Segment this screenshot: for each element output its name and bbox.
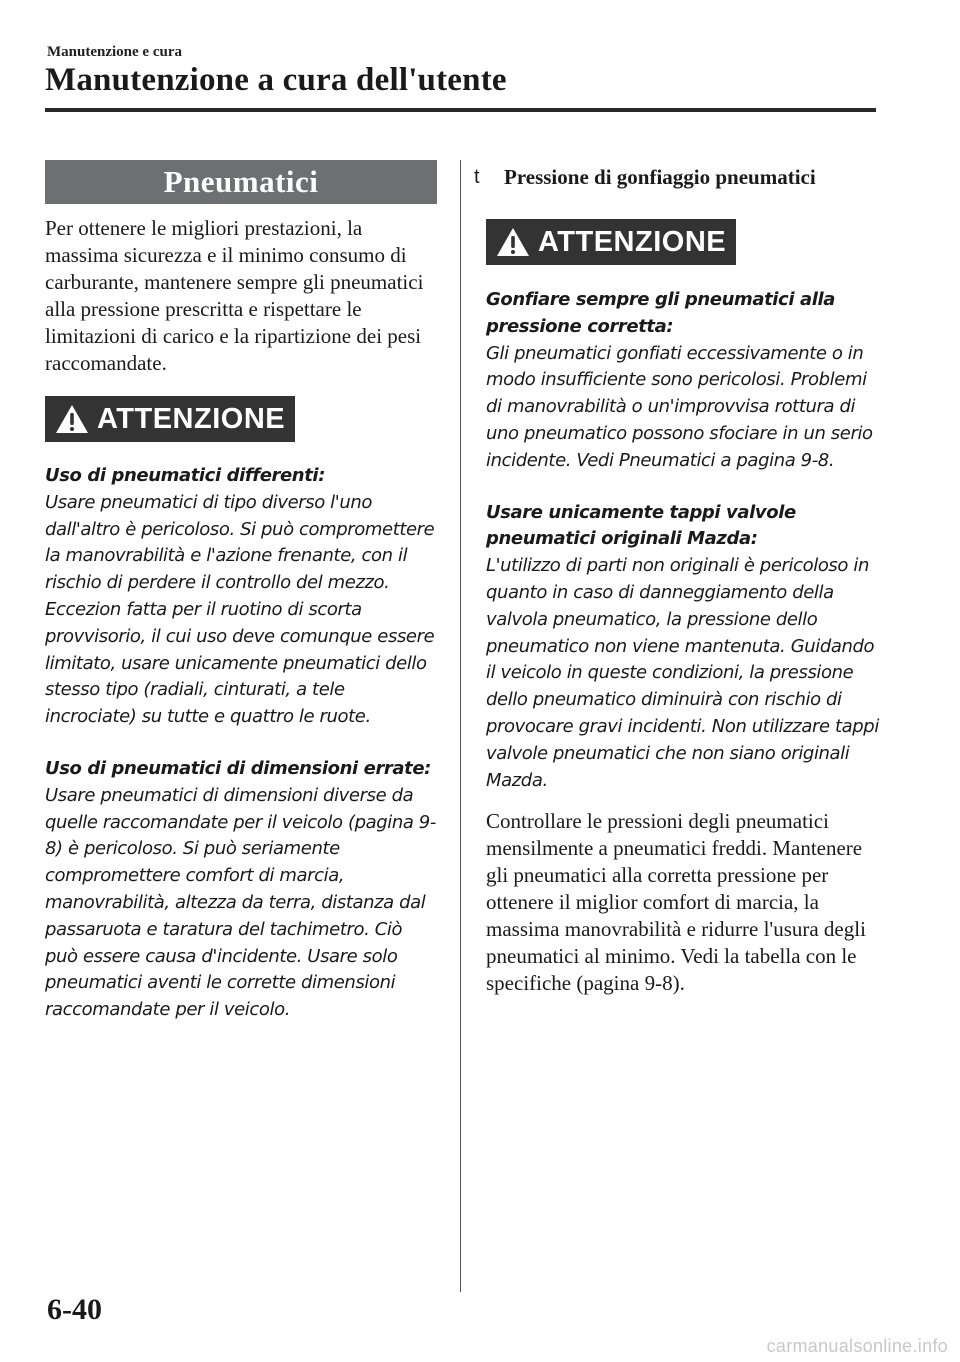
header-rule [45,108,876,112]
subsection-title: Pressione di gonfiaggio pneumatici [504,165,816,189]
warning-label: ATTENZIONE [538,225,727,258]
warning-content [45,463,437,1024]
body-paragraph: Controllare le pressioni degli pneumatici mensilmente a pneumatici freddi. Mantenere gli pneumatici alla corretta pressione per ottenere il miglior comfort di marcia, la massima manovrabilità e ridurre l'usura degli pneumatici al minimo. Vedi la tabella con le specifiche (pagina 9-8). [486,809,866,996]
warning-item-title: Uso di pneumatici differenti: [45,465,325,486]
warning-item-body: Usare pneumatici di tipo diverso l'uno dall'altro è pericoloso. Si può compromettere la manovrabilità e l'azione frenante, con il rischio di perdere il controllo del mezzo. Eccezion fatta per il ruotino di scorta provvisorio, il cui uso deve comunque essere limitato, usare unicamente pneumatici dello stesso tipo (radiali, cinturati, a tele incrociate) su tutte e quattro le ruote. [45,491,435,728]
warning-item [486,287,886,475]
warning-item [45,756,437,1024]
warning-triangle-icon [55,404,89,434]
warning-item-body: Usare pneumatici di dimensioni diverse da quelle raccomandate per il veicolo (pagina 9-8) è pericoloso. Si può seriamente compromettere comfort di marcia, manovrabilità, altezza da terra, distanza dal passaruota e taratura del tachimetro. Ciò può essere causa d'incidente. Usare solo pneumatici aventi le corrette dimensioni raccomandate per il veicolo. [45,784,436,1021]
warning-triangle-icon [496,227,530,257]
page-title: Manutenzione a cura dell'utente [45,62,507,98]
watermark: carmanualsonline.info [766,1336,948,1356]
warning-content [486,287,886,794]
warning-label: ATTENZIONE [97,402,286,435]
warning-item-body: Gli pneumatici gonfiati eccessivamente o in modo insufficiente sono pericolosi. Problemi di manovrabilità o un'improvvisa rottura di uno pneumatico possono sfociare in un serio incidente. Vedi Pneumatici a pagina 9-8. [486,342,873,471]
subsection-heading [474,162,886,192]
right-column [474,160,886,997]
left-column [45,160,437,1024]
warning-item-title: Gonfiare sempre gli pneumatici alla pressione corretta: [486,289,835,337]
warning-badge [45,396,295,442]
warning-item-title: Uso di pneumatici di dimensioni errate: [45,757,431,779]
page-number: 6-40 [47,1293,102,1326]
section-banner: Pneumatici [45,160,437,204]
warning-badge [486,219,736,265]
warning-item-body: L'utilizzo di parti non originali è pericoloso in quanto in caso di danneggiamento della valvola pneumatico, la pressione dello pneumatico non viene mantenuta. Guidando il veicolo in queste condizioni, la pressione dello pneumatico diminuirà con rischio di provocare gravi incidenti. Non utilizzare tappi valvole pneumatici che non siano originali Mazda. [486,555,879,791]
intro-paragraph: Per ottenere le migliori prestazioni, la massima sicurezza e il minimo consumo di carburante, mantenere sempre gli pneumatici alla pressione prescritta e rispettare le limitazioni di carico e la ripartizione dei pesi raccomandate. [45,216,424,375]
warning-item [486,500,886,795]
warning-item [45,463,437,731]
warning-item-title: Usare unicamente tappi valvole pneumatici originali Mazda: [486,501,796,550]
column-divider [460,160,461,1292]
running-header-section: Manutenzione e cura [47,44,182,60]
subsection-marker: t [474,166,480,188]
